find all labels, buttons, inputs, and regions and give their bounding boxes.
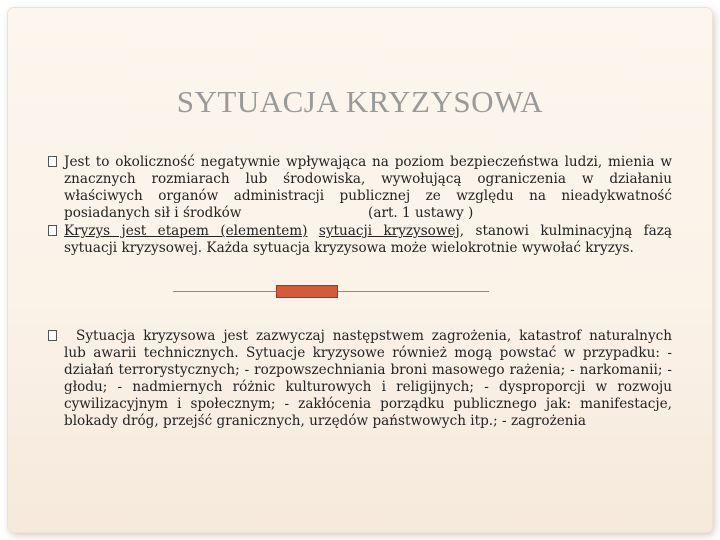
definition-citation: (art. 1 ustawy ) [368,205,474,221]
content-block-top [48,154,672,257]
definition-text: Jest to okoliczność negatywnie wpływająca na poziom bezpieczeństwa ludzi, mienia w znacznych rozmiarach lub środowiska, wywołującą ograniczenia w działaniu właściwych organów administracji publicznej ze względu na nieadykwatność posiadanych sił i środków [64,154,672,221]
bullet-box-icon [48,156,57,167]
content-block-bottom [48,328,672,430]
causes-text: Sytuacja kryzysowa jest zazwyczaj następstwem zagrożenia, katastrof naturalnych lub awarii technicznych. Sytuacje kryzysowe również mogą powstać w przypadku: - działań terrorystycznych; - rozpowszechniania broni masowego rażenia; - narkomanii; - głodu; - nadmiernych różnic kulturowych i religijnych; - dysproporcji w rozwoju cywilizacyjnym i społecznym; - zakłócenia porządku publicznego jak: manifestacje, blokady dróg, przejść granicznych, urzędów państwowych itp.; - zagrożenia [64,328,672,429]
paragraph-causes [48,328,672,430]
crisis-text: , stanowi kulminacyjną fazą sytuacji kryzysowej. Każda sytuacja kryzysowa może wielokrotnie wywołać kryzys. [64,223,672,256]
bullet-box-icon [48,225,57,236]
divider-accent-block [276,285,338,298]
paragraph-definition [48,154,672,222]
crisis-underlined-term: sytuacji kryzysowej [318,223,460,239]
bullet-box-icon [48,330,57,341]
paragraph-crisis [48,223,672,257]
slide-title: SYTUACJA KRYZYSOWA [176,84,544,119]
crisis-underlined-phrase: Kryzys jest etapem (elementem) [64,223,308,239]
